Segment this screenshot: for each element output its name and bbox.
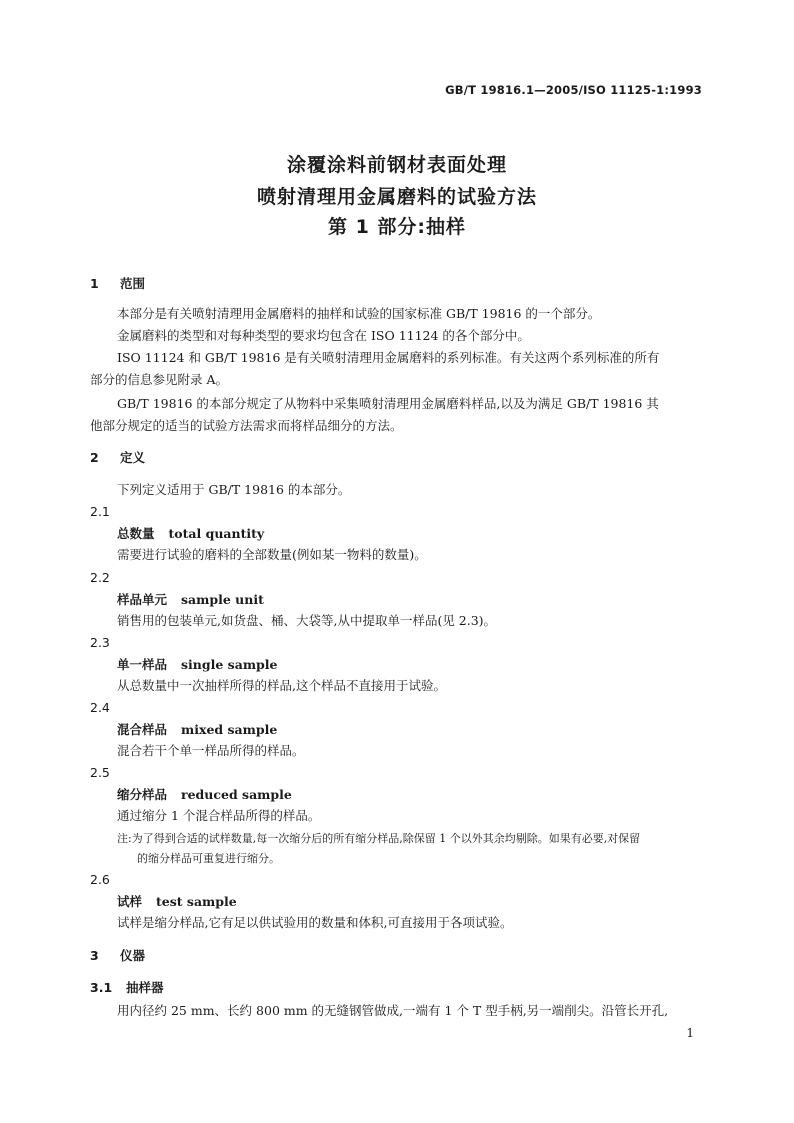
section-1-heading (90, 276, 145, 292)
subsection-number: 3.1 (90, 980, 113, 995)
paragraph: GB/T 19816 的本部分规定了从物料中采集喷射清理用金属磨料样品,以及为满足 GB/T 19816 其 (117, 396, 659, 411)
section-2-heading (90, 450, 145, 466)
definition-text: 通过缩分 1 个混合样品所得的样品。 (117, 808, 321, 823)
definition-number: 2.2 (90, 570, 110, 585)
page-number: 1 (686, 1026, 694, 1040)
definition-term (117, 894, 237, 910)
section-number: 3 (90, 948, 99, 963)
section-number: 1 (90, 276, 99, 291)
paragraph-cont: 他部分规定的适当的试验方法需求而将样品细分的方法。 (90, 418, 403, 433)
definition-text: 需要进行试验的磨料的全部数量(例如某一物料的数量)。 (117, 547, 427, 562)
definition-term (117, 787, 292, 803)
term-zh: 样品单元 (117, 592, 168, 607)
note-line: 的缩分样品可重复进行缩分。 (137, 852, 280, 865)
title-line-2: 喷射清理用金属磨料的试验方法 (256, 186, 537, 208)
paragraph: 下列定义适用于 GB/T 19816 的本部分。 (117, 482, 351, 497)
definition-term (117, 657, 278, 673)
definition-term (117, 722, 277, 738)
title-line-1: 涂覆涂料前钢材表面处理 (286, 154, 507, 176)
section-title: 范围 (120, 276, 146, 291)
definition-text: 从总数量中一次抽样所得的样品,这个样品不直接用于试验。 (117, 678, 446, 693)
title-line-3: 第 1 部分:抽样 (327, 216, 467, 238)
paragraph: ISO 11124 和 GB/T 19816 是有关喷射清理用金属磨料的系列标准。有关这两个系列标准的所有 (117, 350, 660, 365)
section-number: 2 (90, 450, 99, 465)
definition-number: 2.6 (90, 872, 110, 887)
term-en: sample unit (181, 592, 264, 607)
term-en: single sample (181, 657, 278, 672)
term-en: total quantity (168, 526, 265, 541)
definition-text: 销售用的包装单元,如货盘、桶、大袋等,从中提取单一样品(见 2.3)。 (117, 613, 497, 628)
note-line: 注:为了得到合适的试样数量,每一次缩分后的所有缩分样品,除保留 1 个以外其余均剔除。如果有必要,对保留 (117, 832, 641, 845)
subsection-title: 抽样器 (126, 980, 164, 995)
term-zh: 总数量 (117, 526, 155, 541)
subsection-3-1-heading (90, 980, 164, 996)
definition-text: 试样是缩分样品,它有足以供试验用的数量和体积,可直接用于各项试验。 (117, 915, 513, 930)
definition-number: 2.4 (90, 700, 110, 715)
term-zh: 试样 (117, 894, 143, 909)
term-zh: 混合样品 (117, 722, 168, 737)
section-title: 仪器 (120, 948, 146, 963)
term-en: test sample (156, 894, 237, 909)
definition-number: 2.3 (90, 635, 110, 650)
definition-term (117, 592, 264, 608)
term-en: mixed sample (181, 722, 278, 737)
definition-term (117, 526, 264, 542)
section-title: 定义 (120, 450, 146, 465)
paragraph: 金属磨料的类型和对每种类型的要求均包含在 ISO 11124 的各个部分中。 (117, 328, 530, 343)
standard-code: GB/T 19816.1—2005/ISO 11125-1:1993 (445, 83, 702, 97)
section-3-heading (90, 948, 145, 964)
term-zh: 单一样品 (117, 657, 168, 672)
definition-number: 2.5 (90, 765, 110, 780)
term-zh: 缩分样品 (117, 787, 168, 802)
paragraph: 本部分是有关喷射清理用金属磨料的抽样和试验的国家标准 GB/T 19816 的一个部分。 (117, 306, 601, 321)
term-en: reduced sample (181, 787, 292, 802)
paragraph-cont: 部分的信息参见附录 A。 (90, 372, 229, 387)
definition-number: 2.1 (90, 504, 110, 519)
paragraph: 用内径约 25 mm、长约 800 mm 的无缝钢管做成,一端有 1 个 T 型手柄,另一端削尖。沿管长开孔, (117, 1003, 669, 1018)
definition-text: 混合若干个单一样品所得的样品。 (117, 743, 305, 758)
